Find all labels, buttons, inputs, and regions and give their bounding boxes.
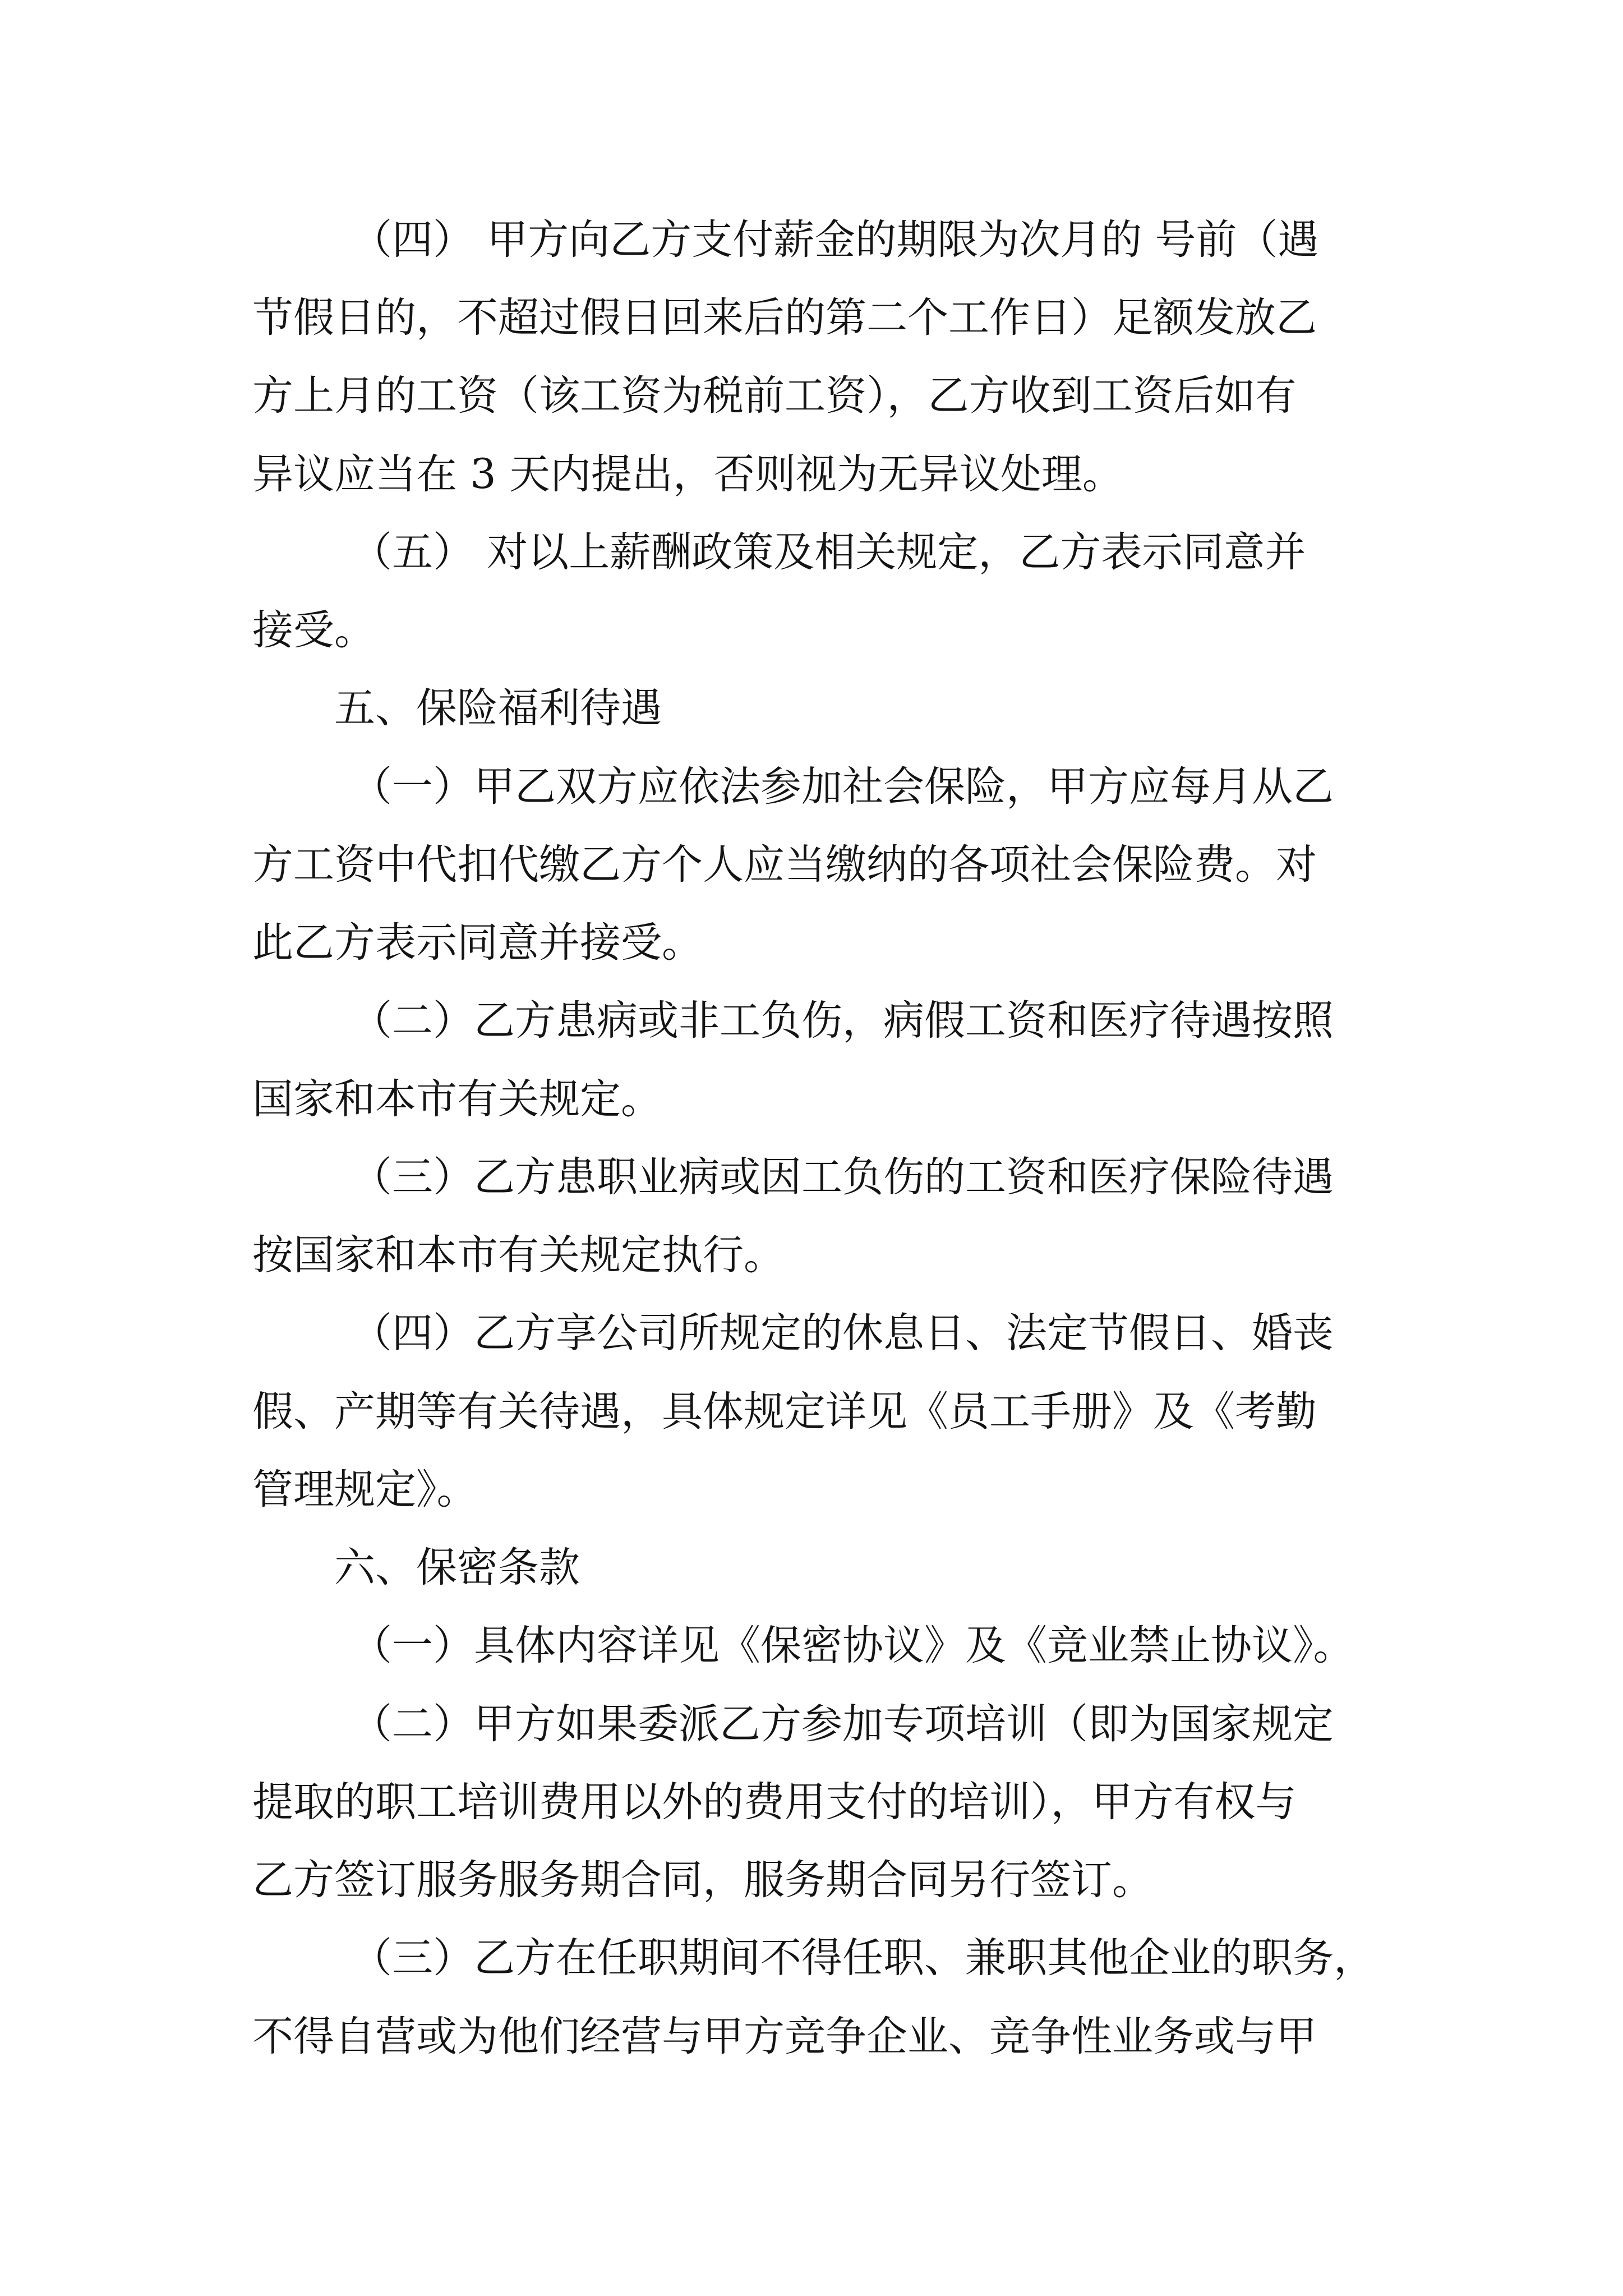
text-line: （三）乙方在任职期间不得任职、兼职其他企业的职务， xyxy=(351,1934,1375,1982)
text-line: 提取的职工培训费用以外的费用支付的培训），甲方有权与 xyxy=(252,1778,1297,1826)
section-heading: 五、保险福利待遇 xyxy=(334,684,662,732)
text-line: 异议应当在 3 天内提出，否则视为无异议处理。 xyxy=(252,450,1123,498)
text-line: 方上月的工资（该工资为税前工资），乙方收到工资后如有 xyxy=(252,372,1297,420)
text-line: （一）甲乙双方应依法参加社会保险，甲方应每月从乙 xyxy=(351,763,1334,811)
text-line: （三）乙方患职业病或因工负伤的工资和医疗保险待遇 xyxy=(351,1153,1334,1201)
text-line: （一）具体内容详见《保密协议》及《竞业禁止协议》。 xyxy=(351,1622,1354,1669)
text-line: 假、产期等有关待遇，具体规定详见《员工手册》及《考勤 xyxy=(252,1388,1317,1435)
text-line: 不得自营或为他们经营与甲方竞争企业、竞争性业务或与甲 xyxy=(252,2013,1317,2060)
text-line: 节假日的，不超过假日回来后的第二个工作日）足额发放乙 xyxy=(252,294,1317,342)
text-line: 国家和本市有关规定。 xyxy=(252,1075,662,1123)
text-line: 接受。 xyxy=(252,606,375,654)
section-heading: 六、保密条款 xyxy=(334,1544,580,1591)
text-line: 此乙方表示同意并接受。 xyxy=(252,919,703,967)
text-line: （四） 甲方向乙方支付薪金的期限为次月的 号前（遇 xyxy=(351,216,1319,264)
text-line: （四）乙方享公司所规定的休息日、法定节假日、婚丧 xyxy=(351,1309,1334,1357)
text-line: （二）乙方患病或非工负伤，病假工资和医疗待遇按照 xyxy=(351,997,1334,1045)
text-line: 方工资中代扣代缴乙方个人应当缴纳的各项社会保险费。对 xyxy=(252,841,1317,889)
text-line: （二）甲方如果委派乙方参加专项培训（即为国家规定 xyxy=(351,1700,1334,1748)
text-line: 乙方签订服务服务期合同，服务期合同另行签订。 xyxy=(252,1856,1153,1904)
text-line: 管理规定》。 xyxy=(252,1466,478,1513)
text-line: （五） 对以上薪酬政策及相关规定，乙方表示同意并 xyxy=(351,528,1306,576)
text-line: 按国家和本市有关规定执行。 xyxy=(252,1231,785,1279)
